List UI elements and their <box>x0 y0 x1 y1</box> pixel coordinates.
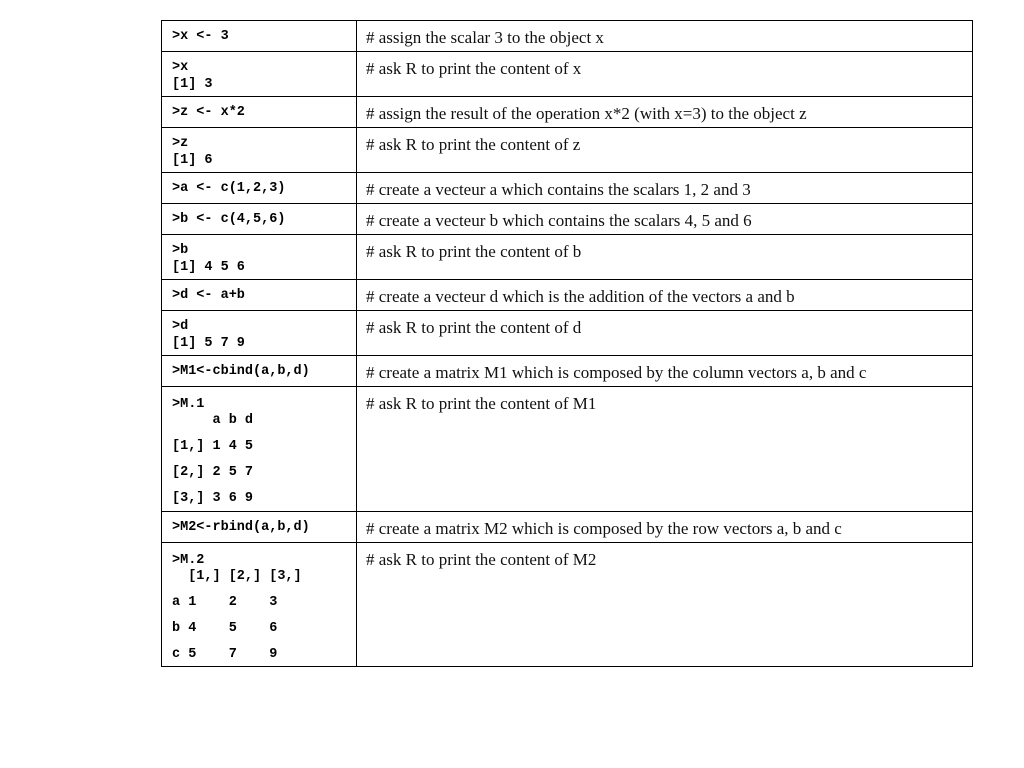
table-row <box>162 173 973 204</box>
code-line: >d <box>172 319 189 334</box>
code-line: >z <- x*2 <box>172 105 245 120</box>
code-cell <box>162 128 357 173</box>
code-line: [1,] 1 4 5 <box>172 439 254 454</box>
table-row <box>162 21 973 52</box>
comment-cell: # ask R to print the content of b <box>357 235 973 280</box>
code-cell <box>162 311 357 356</box>
comment-cell: # create a matrix M2 which is composed by the row vectors a, b and c <box>357 512 973 543</box>
comment-cell: # create a vecteur a which contains the scalars 1, 2 and 3 <box>357 173 973 204</box>
code-line: >M.2 <box>172 553 205 568</box>
table-row <box>162 128 973 173</box>
code-line: [1,] [2,] [3,] <box>172 569 302 584</box>
code-cell <box>162 21 357 52</box>
code-line: >a <- c(1,2,3) <box>172 181 286 196</box>
table-row <box>162 52 973 97</box>
comment-cell: # ask R to print the content of M2 <box>357 543 973 667</box>
code-cell <box>162 512 357 543</box>
comment-cell: # create a vecteur b which contains the scalars 4, 5 and 6 <box>357 204 973 235</box>
code-line: [1] 6 <box>172 153 213 168</box>
code-line: >d <- a+b <box>172 288 245 303</box>
comment-cell: # create a matrix M1 which is composed by the column vectors a, b and c <box>357 356 973 387</box>
code-line: [1] 3 <box>172 77 213 92</box>
code-line: [1] 5 7 9 <box>172 336 245 351</box>
code-line: b 4 5 6 <box>172 621 278 636</box>
code-line: >M1<-cbind(a,b,d) <box>172 364 310 379</box>
table-row <box>162 97 973 128</box>
comment-cell: # assign the result of the operation x*2 (with x=3) to the object z <box>357 97 973 128</box>
code-line: a 1 2 3 <box>172 595 278 610</box>
table-row <box>162 543 973 667</box>
code-line: >b <box>172 243 189 258</box>
code-line: [1] 4 5 6 <box>172 260 245 275</box>
r-code-table <box>161 20 973 667</box>
code-line: >x <- 3 <box>172 29 229 44</box>
code-cell <box>162 543 357 667</box>
code-cell <box>162 97 357 128</box>
code-line: >M.1 <box>172 397 205 412</box>
code-cell <box>162 173 357 204</box>
code-cell <box>162 280 357 311</box>
table-row <box>162 387 973 512</box>
code-line: >x <box>172 60 189 75</box>
comment-cell: # ask R to print the content of z <box>357 128 973 173</box>
code-cell <box>162 52 357 97</box>
code-cell <box>162 356 357 387</box>
code-line: a b d <box>172 413 254 428</box>
code-cell <box>162 204 357 235</box>
comment-cell: # ask R to print the content of x <box>357 52 973 97</box>
comment-cell: # ask R to print the content of M1 <box>357 387 973 512</box>
table-row <box>162 311 973 356</box>
code-line: >z <box>172 136 189 151</box>
table-row <box>162 356 973 387</box>
table-row <box>162 512 973 543</box>
comment-cell: # assign the scalar 3 to the object x <box>357 21 973 52</box>
table-row <box>162 204 973 235</box>
code-cell <box>162 387 357 512</box>
comment-cell: # ask R to print the content of d <box>357 311 973 356</box>
table-row <box>162 235 973 280</box>
code-line: >M2<-rbind(a,b,d) <box>172 520 310 535</box>
code-line: >b <- c(4,5,6) <box>172 212 286 227</box>
code-cell <box>162 235 357 280</box>
code-line: [2,] 2 5 7 <box>172 465 254 480</box>
code-line: [3,] 3 6 9 <box>172 491 254 506</box>
table-row <box>162 280 973 311</box>
code-line: c 5 7 9 <box>172 647 278 662</box>
comment-cell: # create a vecteur d which is the addition of the vectors a and b <box>357 280 973 311</box>
